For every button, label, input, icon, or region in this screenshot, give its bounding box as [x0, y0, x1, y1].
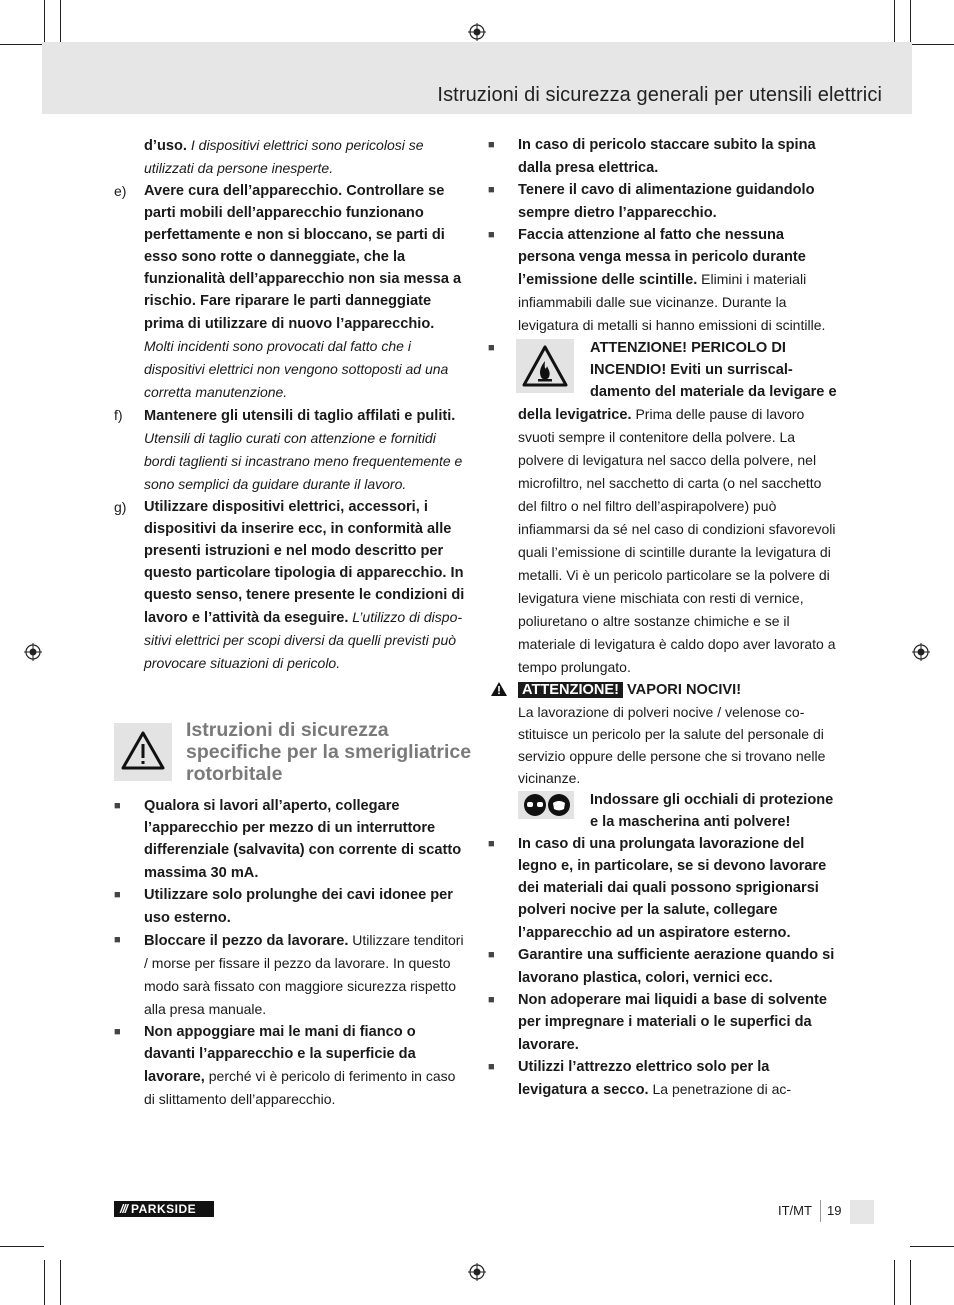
- item-bold: Tenere il cavo di alimentazione guidandolo sempre dietro l’apparecchio.: [518, 182, 815, 221]
- list-item: [488, 179, 838, 224]
- intro-italic: I dispositivi elettrici sono pericolosi se utilizzati da persone inesperte.: [144, 137, 424, 176]
- crop-mark: [910, 1246, 954, 1247]
- list-item: [114, 929, 466, 1021]
- list-item: [114, 404, 466, 496]
- brand-mark: ///: [120, 1202, 128, 1216]
- bullet-icon: ■: [488, 342, 495, 354]
- section-title: Istruzioni di sicurezza specifiche per la smerigliatrice rotorbitale: [186, 719, 472, 785]
- crop-mark: [0, 44, 44, 45]
- page-title: Istruzioni di sicurezza generali per utensili elettrici: [437, 84, 882, 106]
- list-item: [114, 884, 466, 929]
- bullet-icon: ■: [114, 800, 121, 812]
- item-bold: Qualora si lavori all’aperto, collegare l’apparecchio per mezzo di un interruttore differenziale (salvavita) con corrente di scatto massima 30 mA.: [144, 798, 462, 881]
- intro-bold: d’uso.: [144, 138, 187, 154]
- item-bold: Garantire una sufficiente aerazione quando si lavorano plastica, colori, vernici ecc.: [518, 947, 835, 986]
- bullet-icon: ■: [488, 838, 495, 850]
- intro-paragraph: [114, 134, 466, 180]
- list-item: [488, 989, 838, 1056]
- crop-mark: [910, 0, 911, 44]
- brand-name: PARKSIDE: [131, 1202, 197, 1216]
- registration-mark-icon: [912, 643, 930, 661]
- goggles-item: [488, 789, 838, 833]
- item-bold: Utilizzare dispositivi elettrici, accessori, i dispositivi da inserire ecc, in conformità alle presenti istruzioni e nel modo descritto per questo particolare tipologia di apparecchio. In questo senso, tenere presente le condizioni di lavoro e l’attività da eseguire.: [144, 499, 465, 626]
- section-heading: [114, 719, 472, 795]
- fire-warning-item: [488, 337, 838, 679]
- bullet-icon: ■: [114, 1026, 121, 1038]
- fire-bold: ATTENZIONE! PERICOLO DI INCENDIO! Eviti un surriscaldamento del materiale da levigare e della levigatrice.: [518, 340, 837, 423]
- list-item: [488, 1056, 838, 1101]
- item-label: g): [114, 499, 127, 515]
- item-bold: Utilizzi l’attrezzo elettrico solo per la levigatura a secco.: [518, 1059, 770, 1098]
- page-number: 19: [827, 1203, 842, 1218]
- warning-triangle-icon: [490, 681, 508, 697]
- item-normal: Utilizzare tenditori / morse per fissare il pezzo da lavorare. In questo modo sarà fissato con maggiore sicurezza rispetto alla presa manuale.: [144, 932, 464, 1017]
- brand-logo: [114, 1201, 214, 1217]
- item-bold: Utilizzare solo prolunghe dei cavi idonee per uso esterno.: [144, 887, 453, 926]
- item-bold: Bloccare il pezzo da lavorare.: [144, 933, 349, 949]
- bullet-icon: ■: [114, 934, 121, 946]
- crop-mark: [0, 1246, 44, 1247]
- bullet-icon: ■: [488, 949, 495, 961]
- item-bold: Mantenere gli utensili di taglio affilati e puliti.: [144, 408, 456, 424]
- vapour-warning: [488, 679, 838, 789]
- registration-mark-icon: [468, 1263, 486, 1281]
- list-item: [114, 496, 466, 675]
- warning-title: VAPORI NOCIVI!: [627, 682, 742, 698]
- warning-text: La lavorazione di polveri nocive / velenose costituisce un pericolo per la salute del personale di servizio oppure delle persone che si trovano nelle vicinanze.: [518, 704, 826, 786]
- crop-mark: [44, 0, 45, 44]
- attention-badge: ATTENZIONE!: [518, 682, 623, 698]
- page-box: [850, 1200, 874, 1224]
- flame-icon: [516, 339, 574, 393]
- list-item: [488, 944, 838, 989]
- registration-mark-icon: [468, 23, 486, 41]
- right-column: [488, 134, 838, 1101]
- item-bold: In caso di pericolo staccare subito la spina dalla presa elettrica.: [518, 137, 816, 176]
- item-italic: Utensili di taglio curati con attenzione e fornitidi bordi taglienti si incastrano meno frequentemente e sono semplici da guidare durante il lavoro.: [144, 430, 463, 492]
- item-normal: perché vi è pericolo di ferimento in caso di slittamento dell’apparecchio.: [144, 1068, 456, 1107]
- bullet-icon: ■: [488, 994, 495, 1006]
- item-bold: Non appoggiare mai le mani di fianco o davanti l’apparecchio e la superficie da lavorare,: [144, 1024, 416, 1085]
- list-item: [488, 224, 838, 337]
- item-label: e): [114, 183, 127, 199]
- goggles-bold: Indossare gli occhiali di protezione e la mascherina anti polvere!: [590, 792, 834, 830]
- item-italic: L’utilizzo di dispositivi elettrici per scopi diversi da quelli previsti può provocare situazioni di pericolo.: [144, 609, 463, 671]
- crop-mark: [44, 1260, 45, 1305]
- bullet-icon: ■: [488, 184, 495, 196]
- item-italic: Molti incidenti sono provocati dal fatto che i dispositivi elettrici non vengono sottoposti ad una corretta manutenzione.: [144, 338, 449, 400]
- item-bold: Avere cura dell’apparecchio. Controllare se parti mobili dell’apparecchio funzionano perfettamente e non si bloccano, se parti di esso sono rotte o danneggiate, che la funzionalità dell’apparecchio non sia messa a rischio. Fare riparare le parti danneggiate prima di utilizzare di nuovo l’apparecchio.: [144, 183, 462, 332]
- item-normal: La penetrazione di ac-: [648, 1081, 792, 1097]
- item-bold: In caso di una prolungata lavorazione del legno e, in particolare, se si devono lavorare dei materiali dai quali possono sprigionarsi polveri nocive per la salute, collegare l’apparecchio ad un aspiratore esterno.: [518, 836, 827, 941]
- crop-mark: [894, 1260, 895, 1305]
- registration-mark-icon: [24, 643, 42, 661]
- crop-mark: [60, 0, 61, 44]
- item-normal: Elimini i materiali infiammabili dalle sue vicinanze. Durante la levigatura di metalli si hanno emissioni di scintille.: [518, 271, 826, 333]
- bullet-icon: ■: [114, 889, 121, 901]
- warning-triangle-icon: [114, 723, 172, 781]
- item-label: f): [114, 407, 123, 423]
- crop-mark: [60, 1260, 61, 1305]
- fire-normal: Prima delle pause di lavoro svuoti sempre il contenitore della polvere. La polvere di levigatura nel sacco della polvere, nel microfiltro, nel sacchetto di carta (o nel sacchetto del filtro o nel filtro dell’aspirapolvere) può infiammarsi da sé nel caso di condizioni sfavorevoli quali l’emissione di scintille durante la levigatura di metalli. Vi è un pericolo particolare se la polvere di levigatura viene mischiata con resti di vernice, poliuretano o altre sostanze chimiche e se il materiale di levigatura è caldo dopo aver lavorato a tempo prolungato.: [518, 406, 836, 675]
- goggles-mask-icon: [518, 791, 590, 821]
- crop-mark: [910, 1260, 911, 1305]
- list-item: [488, 833, 838, 944]
- crop-mark: [894, 0, 895, 44]
- bullet-icon: ■: [488, 1061, 495, 1073]
- item-bold: Non adoperare mai liquidi a base di solvente per impregnare i materiali o le superfici da lavorare.: [518, 992, 827, 1053]
- left-column: [114, 134, 472, 1111]
- list-item: [114, 1021, 466, 1111]
- footer-divider: [820, 1200, 821, 1222]
- item-bold: Faccia attenzione al fatto che nessuna persona venga messa in pericolo durante l’emissione delle scintille.: [518, 227, 806, 288]
- crop-mark: [910, 44, 954, 45]
- list-item: [114, 795, 466, 884]
- bullet-icon: ■: [488, 139, 495, 151]
- list-item: [488, 134, 838, 179]
- language-code: IT/MT: [778, 1203, 812, 1218]
- list-item: [114, 180, 466, 404]
- bullet-icon: ■: [488, 229, 495, 241]
